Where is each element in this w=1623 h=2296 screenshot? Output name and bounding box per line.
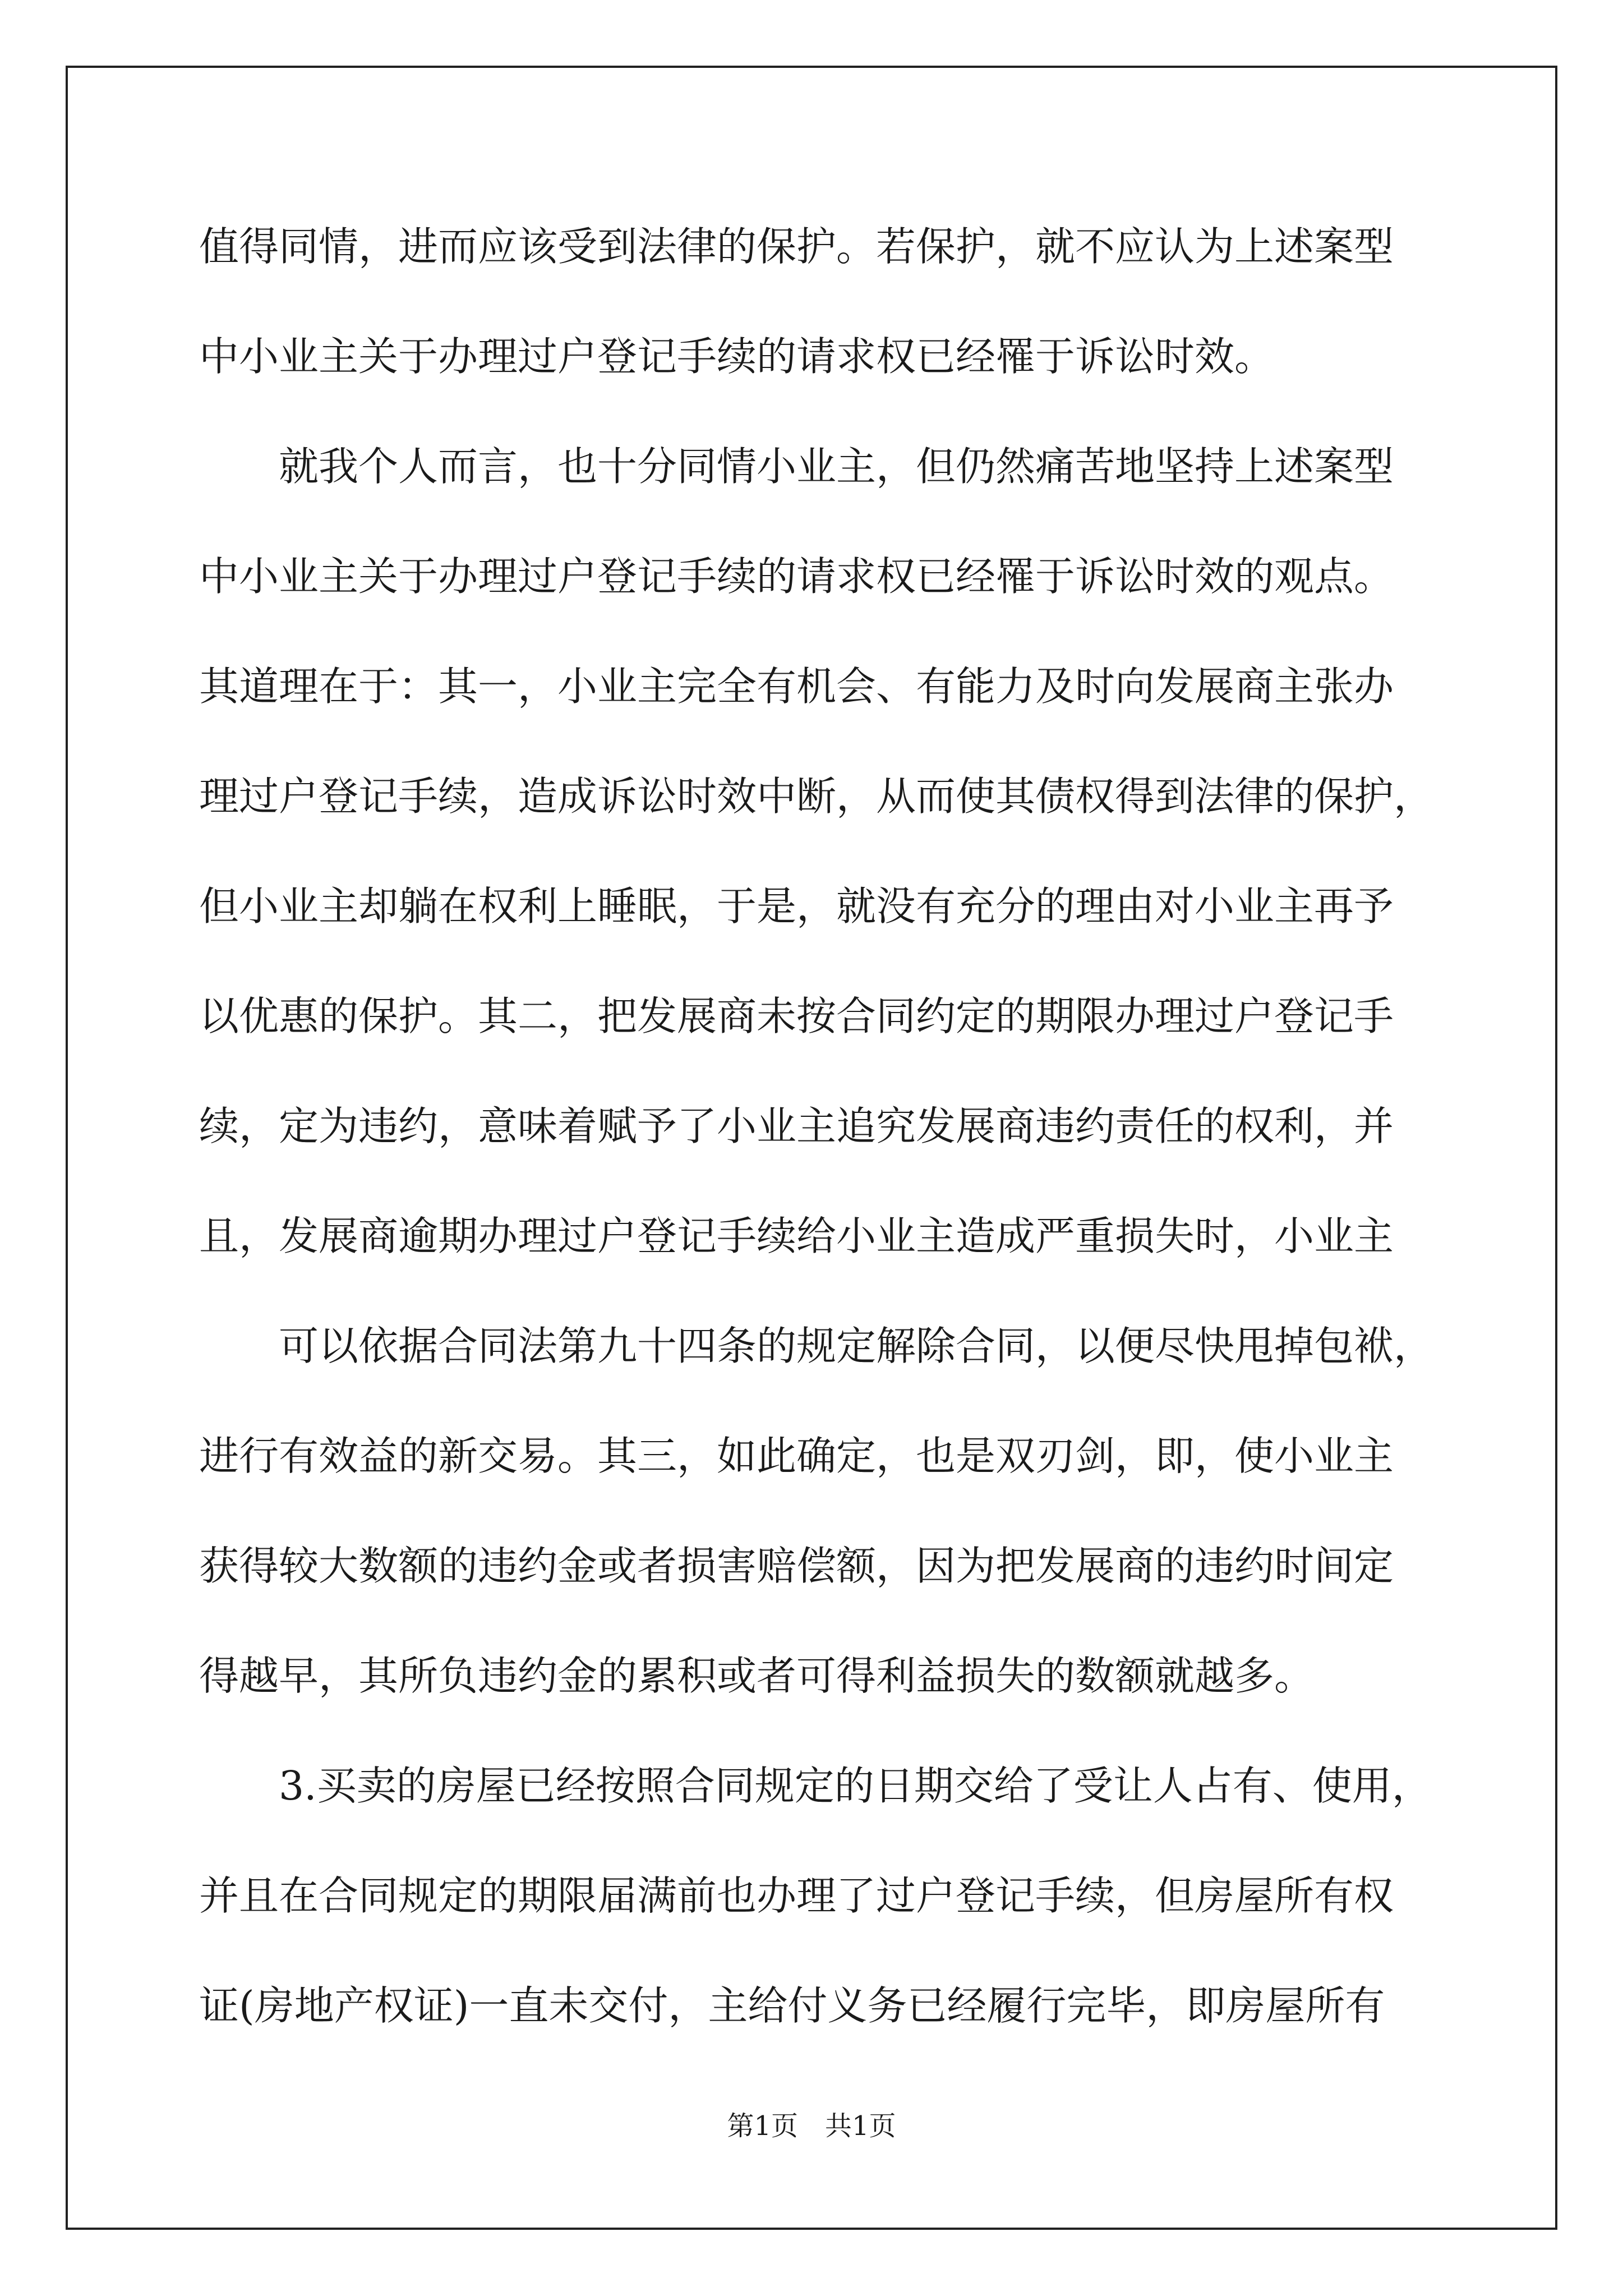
- document-body: [199, 216, 1441, 2085]
- text-line: 并且在合同规定的期限届满前也办理了过户登记手续，但房屋所有权: [199, 1872, 1394, 1919]
- text-line: 续，定为违约，意味着赋予了小业主追究发展商违约责任的权利，并: [199, 1103, 1394, 1149]
- text-line: 中小业主关于办理过户登记手续的请求权已经罹于诉讼时效的观点。: [199, 553, 1394, 600]
- text-line: 进行有效益的新交易。其三，如此确定，也是双刃剑，即，使小业主: [199, 1433, 1394, 1479]
- text-line: 就我个人而言，也十分同情小业主，但仍然痛苦地坚持上述案型: [279, 443, 1394, 490]
- text-line: 获得较大数额的违约金或者损害赔偿额，因为把发展商的违约时间定: [199, 1543, 1394, 1589]
- page-number: 第1页: [727, 2110, 798, 2142]
- text-line: 中小业主关于办理过户登记手续的请求权已经罹于诉讼时效。: [199, 333, 1275, 380]
- text-line: 且，发展商逾期办理过户登记手续给小业主造成严重损失时，小业主: [199, 1213, 1394, 1259]
- text-line: 理过户登记手续，造成诉讼时效中断，从而使其债权得到法律的保护，: [199, 773, 1434, 820]
- text-line: 以优惠的保护。其二，把发展商未按合同约定的期限办理过户登记手: [199, 993, 1394, 1039]
- text-line: 证(房地产权证)一直未交付，主给付义务已经履行完毕，即房屋所有: [199, 1982, 1385, 2029]
- text-line: 其道理在于：其一，小业主完全有机会、有能力及时向发展商主张办: [199, 663, 1394, 710]
- page-total: 共1页: [825, 2110, 896, 2142]
- text-line: 得越早，其所负违约金的累积或者可得利益损失的数额就越多。: [199, 1653, 1315, 1699]
- text-line: 但小业主却躺在权利上睡眠，于是，就没有充分的理由对小业主再予: [199, 883, 1394, 930]
- text-line: 3.买卖的房屋已经按照合同规定的日期交给了受让人占有、使用，: [279, 1763, 1432, 1809]
- text-line: 可以依据合同法第九十四条的规定解除合同，以便尽快甩掉包袱，: [279, 1323, 1434, 1369]
- text-line: 值得同情，进而应该受到法律的保护。若保护，就不应认为上述案型: [199, 223, 1394, 270]
- page-footer: [0, 2109, 1623, 2143]
